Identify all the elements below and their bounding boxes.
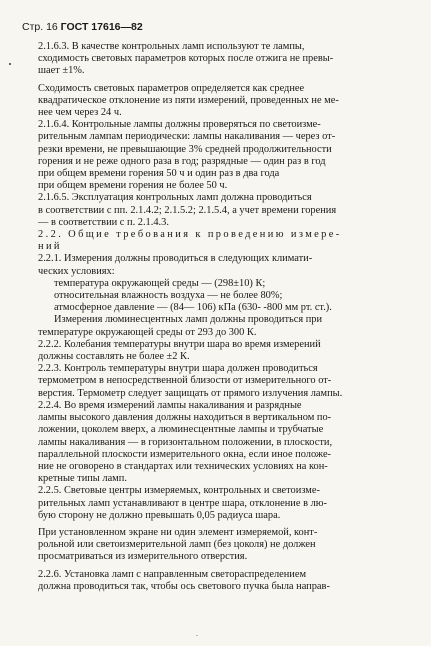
text-line: рительных ламп устанавливают в центре шара, отклонение в лю- [38,497,327,509]
clause-2-2-2 [22,339,405,363]
clause-2-2-1 [22,253,405,338]
text-line: температуре окружающей среды от 293 до 300 К. [38,326,257,338]
section-2-2-heading [22,229,405,253]
text-line: рительным лампам периодически: лампы накаливания — через от- [38,131,336,143]
text-line: верстия. Термометр следует защищать от прямого излучения лампы. [38,387,343,399]
text-line: 2.1.6.4. Контрольные лампы должны проверяться по светоизме- [38,119,321,131]
text-line: 2.2.2. Колебания температуры внутри шара во время измерений [38,338,321,350]
text-line: 2.2.3. Контроль температуры внутри шара должен проводиться [38,363,318,375]
section-title-line: 2.2. Общие требования к проведению измере- [38,229,342,241]
text-line: горения и не реже одного раза в год; разрядные — один раз в год [38,155,326,167]
text-line: 2.1.6.3. В качестве контрольных ламп используют те лампы, [38,41,305,52]
text-line: должны составлять не более ±2 К. [38,351,190,363]
text-line: параллельной плоскости измерительного окна, если иное положе- [38,448,332,460]
text-line: 2.2.6. Установка ламп с направленным светораспределением [38,568,307,580]
text-line: — в соответствии с п. 2.1.4.3. [38,216,169,228]
text-line: термометром в непосредственной близости от измерительного от- [38,375,332,387]
text-line: нее чем через 24 ч. [38,107,122,119]
text-line: 2.2.5. Световые центры измеряемых, контрольных и светоизме- [38,485,320,497]
text-line: ложении, цоколем вверх, а люминесцентные лампы и трубчатые [38,424,324,436]
standard-number: ГОСТ 17616—82 [60,21,143,33]
screen-paragraph [22,527,405,564]
clause-2-1-6-3 [22,41,405,78]
clause-2-2-6 [22,569,405,593]
convergence-paragraph [22,83,405,120]
text-line: при общем времени горения не более 50 ч. [38,180,228,192]
text-line: Измерения люминесцентных ламп должны проводиться при [54,314,323,326]
text-line: в соответствии с пп. 2.1.4.2; 2.1.5.2; 2.1.5.4, а учет времени горения [38,204,337,216]
text-line: 2.2.1. Измерения должны проводиться в следующих климати- [38,253,313,265]
scan-tick-mark: ˇ [196,636,198,642]
text-line: просматриваться из измерительного отверстия. [38,551,248,563]
text-line: должна проводиться так, чтобы ось светового пучка была направ- [38,580,330,592]
text-line: ческих условиях: [38,265,115,277]
page-header [22,20,405,34]
page-label: Стр. 16 [22,21,58,33]
text-line: 2.1.6.5. Эксплуатация контрольных ламп должна проводиться [38,192,312,204]
text-line: ние не оговорено в стандартах или технических условиях на кон- [38,460,328,472]
clause-2-1-6-5 [22,192,405,229]
text-line: относительная влажность воздуха — не более 80%; [54,290,283,302]
text-line: температура окружающей среды — (298±10) К; [54,277,266,289]
text-line: бую сторону не должно превышать 0,05 радиуса шара. [38,509,281,521]
text-line: Сходимость световых параметров определяется как среднее [38,82,305,94]
text-line: При установленном экране ни один элемент измеряемой, конт- [38,526,318,538]
text-line: сходимость световых параметров которых после отжига не превы- [38,53,334,65]
text-line: при общем времени горения 50 ч и один раз в два года [38,168,280,180]
clause-2-2-4 [22,400,405,485]
clause-2-2-5 [22,485,405,522]
scan-dot-mark [9,63,11,65]
text-line: кретные типы ламп. [38,473,127,485]
text-line: лампы высокого давления должны находиться в вертикальном по- [38,412,332,424]
text-line: атмосферное давление — (84— 106) кПа (630- -800 мм рт. ст.). [54,302,332,314]
section-title-line: ний [38,241,62,253]
text-line: лампы накаливания — в горизонтальном положении, в плоскости, [38,436,333,448]
text-line: квадратическое отклонение из пяти измерений, проведенных не ме- [38,94,339,106]
clause-2-2-3 [22,363,405,400]
text-line: шает ±1%. [38,65,85,77]
text-line: 2.2.4. Во время измерений лампы накаливания и разрядные [38,399,302,411]
clause-2-1-6-4 [22,119,405,192]
text-line: резки времени, не превышающие 3% средней продолжительности [38,143,332,155]
text-line: рольной или светоизмерительной ламп (без цоколя) не должен [38,539,316,551]
